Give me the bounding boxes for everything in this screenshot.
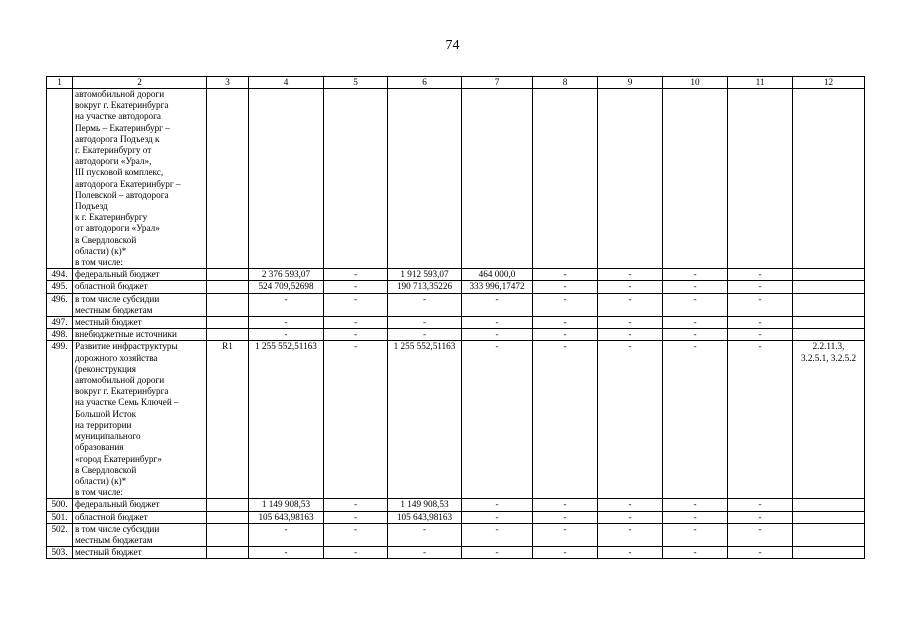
row-reference bbox=[793, 511, 865, 523]
table-cell: - bbox=[462, 523, 533, 546]
table-cell: - bbox=[462, 329, 533, 341]
table-cell bbox=[462, 89, 533, 269]
row-number: 494. bbox=[47, 269, 73, 281]
row-number: 496. bbox=[47, 293, 73, 316]
table-cell: - bbox=[598, 317, 663, 329]
table-cell bbox=[663, 89, 728, 269]
table-cell bbox=[598, 89, 663, 269]
table-cell bbox=[207, 89, 249, 269]
table-cell: - bbox=[324, 511, 388, 523]
table-cell: - bbox=[728, 293, 793, 316]
table-cell: - bbox=[728, 547, 793, 559]
table-cell: R1 bbox=[207, 341, 249, 499]
table-cell: - bbox=[324, 547, 388, 559]
table-cell: - bbox=[598, 499, 663, 511]
table-cell: - bbox=[462, 317, 533, 329]
table-cell bbox=[207, 523, 249, 546]
table-cell: - bbox=[663, 293, 728, 316]
table-cell: - bbox=[598, 341, 663, 499]
table-row bbox=[47, 499, 865, 511]
table-cell bbox=[324, 89, 388, 269]
row-number: 503. bbox=[47, 547, 73, 559]
row-number: 495. bbox=[47, 281, 73, 293]
row-reference bbox=[793, 281, 865, 293]
row-number: 499. bbox=[47, 341, 73, 499]
table-cell bbox=[728, 89, 793, 269]
row-label: областной бюджет bbox=[73, 511, 207, 523]
table-cell: - bbox=[728, 523, 793, 546]
row-label: автомобильной дороги вокруг г. Екатеринбурга на участке автодорога Пермь – Екатеринбург – автодорога Подъезд к г. Екатеринбургу от автодороги «Урал», III пусковой комплекс, автодорога Екатеринбург – Полевской – автодорога Подъезд к г. Екатеринбургу от автодороги «Урал» в Свердловской области) (к)* в том числе: bbox=[73, 89, 207, 269]
table-cell: - bbox=[728, 511, 793, 523]
table-row bbox=[47, 547, 865, 559]
table-cell: - bbox=[324, 329, 388, 341]
table-cell: - bbox=[249, 293, 324, 316]
table-cell bbox=[207, 499, 249, 511]
row-reference bbox=[793, 329, 865, 341]
table-row bbox=[47, 317, 865, 329]
table-cell: - bbox=[533, 293, 598, 316]
table-row bbox=[47, 293, 865, 316]
table-row bbox=[47, 269, 865, 281]
table-row bbox=[47, 281, 865, 293]
column-header: 4 bbox=[249, 77, 324, 89]
table-cell: - bbox=[728, 341, 793, 499]
table-cell: 105 643,98163 bbox=[388, 511, 462, 523]
row-label: федеральный бюджет bbox=[73, 499, 207, 511]
table-cell: - bbox=[533, 523, 598, 546]
table-cell: - bbox=[533, 499, 598, 511]
table-cell: 190 713,35226 bbox=[388, 281, 462, 293]
table-cell bbox=[207, 317, 249, 329]
table-cell: - bbox=[324, 293, 388, 316]
column-header: 7 bbox=[462, 77, 533, 89]
row-label: местный бюджет bbox=[73, 547, 207, 559]
table-cell: - bbox=[462, 293, 533, 316]
table-cell: 333 996,17472 bbox=[462, 281, 533, 293]
table-cell bbox=[207, 547, 249, 559]
table-cell: - bbox=[663, 499, 728, 511]
row-number: 498. bbox=[47, 329, 73, 341]
table-cell bbox=[207, 329, 249, 341]
table-cell: - bbox=[533, 269, 598, 281]
row-reference bbox=[793, 269, 865, 281]
table-row bbox=[47, 511, 865, 523]
table-cell: - bbox=[598, 329, 663, 341]
table-cell: - bbox=[533, 511, 598, 523]
table-cell: 464 000,0 bbox=[462, 269, 533, 281]
table-cell: - bbox=[462, 547, 533, 559]
table-cell: - bbox=[728, 317, 793, 329]
table-cell: 2 376 593,07 bbox=[249, 269, 324, 281]
row-label: в том числе субсидии местным бюджетам bbox=[73, 293, 207, 316]
table-cell: - bbox=[663, 547, 728, 559]
table-cell: - bbox=[324, 281, 388, 293]
column-header: 6 bbox=[388, 77, 462, 89]
table-row bbox=[47, 341, 865, 499]
table-cell: 1 149 908,53 bbox=[249, 499, 324, 511]
table-cell: - bbox=[533, 281, 598, 293]
column-header: 2 bbox=[73, 77, 207, 89]
column-header: 10 bbox=[663, 77, 728, 89]
column-header: 1 bbox=[47, 77, 73, 89]
table-cell: - bbox=[663, 317, 728, 329]
table-cell bbox=[207, 511, 249, 523]
table-cell: 1 149 908,53 bbox=[388, 499, 462, 511]
table-cell: - bbox=[388, 547, 462, 559]
table-cell: - bbox=[462, 511, 533, 523]
row-reference bbox=[793, 547, 865, 559]
table-cell: - bbox=[249, 523, 324, 546]
table-cell: - bbox=[324, 499, 388, 511]
table-cell: - bbox=[533, 329, 598, 341]
table-cell: - bbox=[249, 329, 324, 341]
table-cell: - bbox=[728, 269, 793, 281]
table-cell: - bbox=[598, 269, 663, 281]
table-cell bbox=[388, 89, 462, 269]
row-reference bbox=[793, 523, 865, 546]
table-cell: - bbox=[598, 293, 663, 316]
table-cell: - bbox=[249, 317, 324, 329]
table-cell: - bbox=[462, 499, 533, 511]
table-cell: - bbox=[728, 499, 793, 511]
table-row bbox=[47, 329, 865, 341]
column-header: 8 bbox=[533, 77, 598, 89]
page-number: 74 bbox=[445, 38, 460, 53]
table-cell: - bbox=[324, 269, 388, 281]
table-cell: 524 709,52698 bbox=[249, 281, 324, 293]
row-number: 501. bbox=[47, 511, 73, 523]
row-reference bbox=[793, 293, 865, 316]
column-header: 11 bbox=[728, 77, 793, 89]
table-cell: - bbox=[324, 317, 388, 329]
table-cell: 1 912 593,07 bbox=[388, 269, 462, 281]
table-cell: - bbox=[728, 329, 793, 341]
row-reference bbox=[793, 499, 865, 511]
table-cell: - bbox=[533, 317, 598, 329]
table-cell bbox=[207, 293, 249, 316]
table-cell: - bbox=[728, 281, 793, 293]
table-cell: - bbox=[663, 523, 728, 546]
table-cell: - bbox=[663, 511, 728, 523]
table-cell bbox=[533, 89, 598, 269]
table-cell: 1 255 552,51163 bbox=[249, 341, 324, 499]
column-header: 9 bbox=[598, 77, 663, 89]
row-label: областной бюджет bbox=[73, 281, 207, 293]
table-cell: - bbox=[388, 317, 462, 329]
table-cell bbox=[207, 281, 249, 293]
table-cell: 1 255 552,51163 bbox=[388, 341, 462, 499]
row-label: федеральный бюджет bbox=[73, 269, 207, 281]
table-cell: - bbox=[663, 281, 728, 293]
row-label: местный бюджет bbox=[73, 317, 207, 329]
budget-table bbox=[46, 76, 865, 559]
table-cell: - bbox=[388, 293, 462, 316]
row-number bbox=[47, 89, 73, 269]
table-cell: - bbox=[598, 511, 663, 523]
table-cell: - bbox=[324, 341, 388, 499]
row-label: в том числе субсидии местным бюджетам bbox=[73, 523, 207, 546]
table-cell: - bbox=[533, 341, 598, 499]
table-cell bbox=[207, 269, 249, 281]
table-cell bbox=[249, 89, 324, 269]
row-reference: 2.2.11.3, 3.2.5.1, 3.2.5.2 bbox=[793, 341, 865, 499]
row-number: 497. bbox=[47, 317, 73, 329]
table-cell: - bbox=[663, 341, 728, 499]
table-cell: - bbox=[388, 523, 462, 546]
table-cell: - bbox=[663, 269, 728, 281]
row-reference bbox=[793, 89, 865, 269]
table-cell: - bbox=[462, 341, 533, 499]
row-label: Развитие инфраструктуры дорожного хозяйства (реконструкция автомобильной дороги вокруг г. Екатеринбурга на участке Семь Ключей – Большой Исток на территории муниципального образования «город Екатеринбург» в Свердловской области) (к)* в том числе: bbox=[73, 341, 207, 499]
row-label: внебюджетные источники bbox=[73, 329, 207, 341]
table-cell: - bbox=[598, 547, 663, 559]
table-cell: - bbox=[598, 281, 663, 293]
row-number: 502. bbox=[47, 523, 73, 546]
table-cell: - bbox=[533, 547, 598, 559]
row-number: 500. bbox=[47, 499, 73, 511]
column-header: 3 bbox=[207, 77, 249, 89]
table-cell: - bbox=[663, 329, 728, 341]
table-cell: - bbox=[249, 547, 324, 559]
table-row bbox=[47, 89, 865, 269]
row-reference bbox=[793, 317, 865, 329]
header-row bbox=[47, 77, 865, 89]
column-header: 5 bbox=[324, 77, 388, 89]
column-header: 12 bbox=[793, 77, 865, 89]
table-cell: - bbox=[324, 523, 388, 546]
table-cell: 105 643,98163 bbox=[249, 511, 324, 523]
table-row bbox=[47, 523, 865, 546]
table-cell: - bbox=[388, 329, 462, 341]
table-cell: - bbox=[598, 523, 663, 546]
